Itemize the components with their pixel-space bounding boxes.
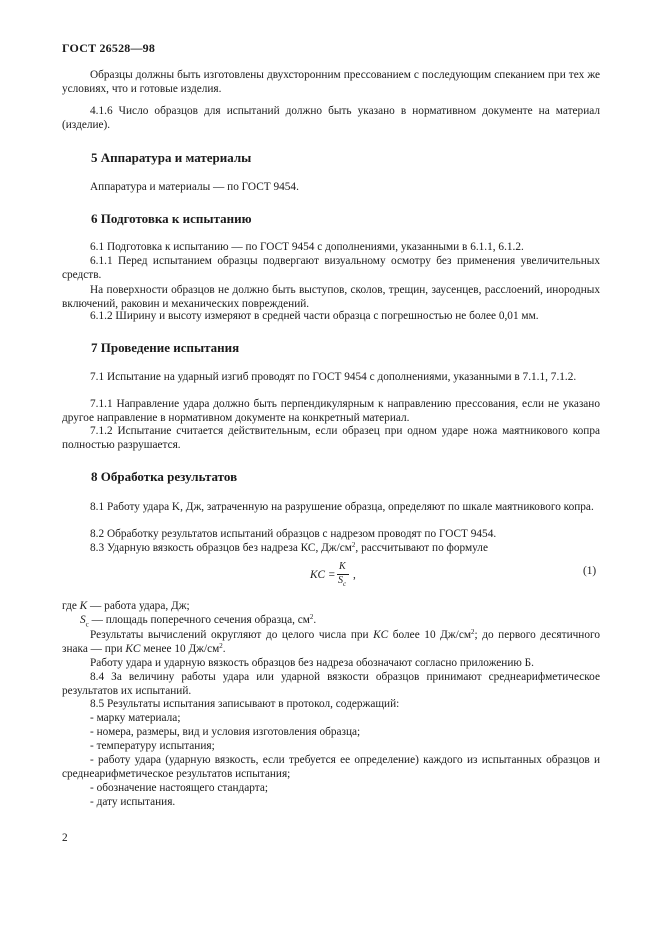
formula-lhs: KC =: [310, 569, 336, 581]
paragraph-8-4: 8.4 За величину работы удара или ударной вязкости образцов принимают среднеарифметическое результатов их испытаний.: [62, 671, 600, 698]
where-k: где K — работа удара, Дж;: [62, 600, 190, 612]
equation-number: (1): [583, 565, 597, 577]
paragraph-8-5: 8.5 Результаты испытания записывают в протокол, содержащий:: [90, 698, 400, 710]
paragraph-6-1: 6.1 Подготовка к испытанию — по ГОСТ 9454 с дополнениями, указанными в 6.1.1, 6.1.2.: [90, 241, 524, 253]
section-heading-6: 6 Подготовка к испытанию: [91, 211, 252, 226]
page-number: 2: [62, 832, 68, 844]
paragraph-6-1-1-defects: На поверхности образцов не должно быть выступов, сколов, трещин, заусенцев, расслоений, инородных включений, раковин и механических повреждений.: [62, 284, 600, 311]
list-item: - дату испытания.: [90, 796, 176, 808]
paragraph-6-1-1: 6.1.1 Перед испытанием образцы подвергают визуальному осмотру без применения увеличительных средств.: [62, 255, 600, 282]
list-item: - температуру испытания;: [90, 740, 215, 752]
paragraph-7-1: 7.1 Испытание на ударный изгиб проводят по ГОСТ 9454 с дополнениями, указанными в 7.1.1, 7.1.2.: [90, 371, 577, 383]
list-item: - обозначение настоящего стандарта;: [90, 782, 268, 794]
list-item: - работу удара (ударную вязкость, если требуется ее определение) каждого из испытанных образцов и среднеарифметическое результатов испытания;: [62, 754, 600, 781]
section-heading-5: 5 Аппаратура и материалы: [91, 150, 252, 165]
section-heading-7: 7 Проведение испытания: [91, 340, 240, 355]
paragraph-8-1: 8.1 Работу удара K, Дж, затраченную на разрушение образца, определяют по шкале маятникового копра.: [90, 501, 594, 513]
paragraph-rounding: Результаты вычислений округляют до целого числа при KC более 10 $Дж/см^2$; до первого десятичного знака — при KC менее 10 $Дж/см^2$.: [62, 628, 600, 656]
paragraph-8-3: 8.3 Ударную вязкость образцов без надреза КС, $Дж/см^2$, рассчитывают по формуле: [90, 541, 488, 554]
paragraph-intro: Образцы должны быть изготовлены двухсторонним прессованием с последующим спеканием при тех же условиях, что и готовые изделия.: [62, 69, 600, 96]
where-sc: $S_c$ — площадь поперечного сечения образца, $см^2$.: [80, 613, 317, 629]
list-item: - номера, размеры, вид и условия изготовления образца;: [90, 726, 361, 738]
paragraph-6-1-2: 6.1.2 Ширину и высоту измеряют в средней части образца с погрешностью не более 0,01 мм.: [90, 310, 539, 322]
standard-header: ГОСТ 26528—98: [62, 41, 156, 55]
section-heading-8: 8 Обработка результатов: [91, 469, 238, 484]
paragraph-8-2: 8.2 Обработку результатов испытаний образцов с надрезом проводят по ГОСТ 9454.: [90, 528, 497, 540]
paragraph-7-1-1: 7.1.1 Направление удара должно быть перпендикулярным к направлению прессования, если не указано другое направление в нормативном документе на конкретный материал.: [62, 398, 600, 425]
paragraph-7-1-2: 7.1.2 Испытание считается действительным, если образец при одном ударе ножа маятникового копра полностью разрушается.: [62, 425, 600, 452]
paragraph-5: Аппаратура и материалы — по ГОСТ 9454.: [90, 181, 299, 193]
paragraph-4-1-6: 4.1.6 Число образцов для испытаний должно быть указано в нормативном документе на материал (изделие).: [62, 105, 600, 132]
formula-numerator: K: [339, 561, 346, 572]
formula-1: KC = K $S_c$ , (1): [0, 560, 661, 594]
formula-denominator: $S_c$: [338, 575, 347, 588]
list-item: - марку материала;: [90, 712, 181, 724]
paragraph-designation: Работу удара и ударную вязкость образцов без надреза обозначают согласно приложению Б.: [90, 657, 534, 669]
